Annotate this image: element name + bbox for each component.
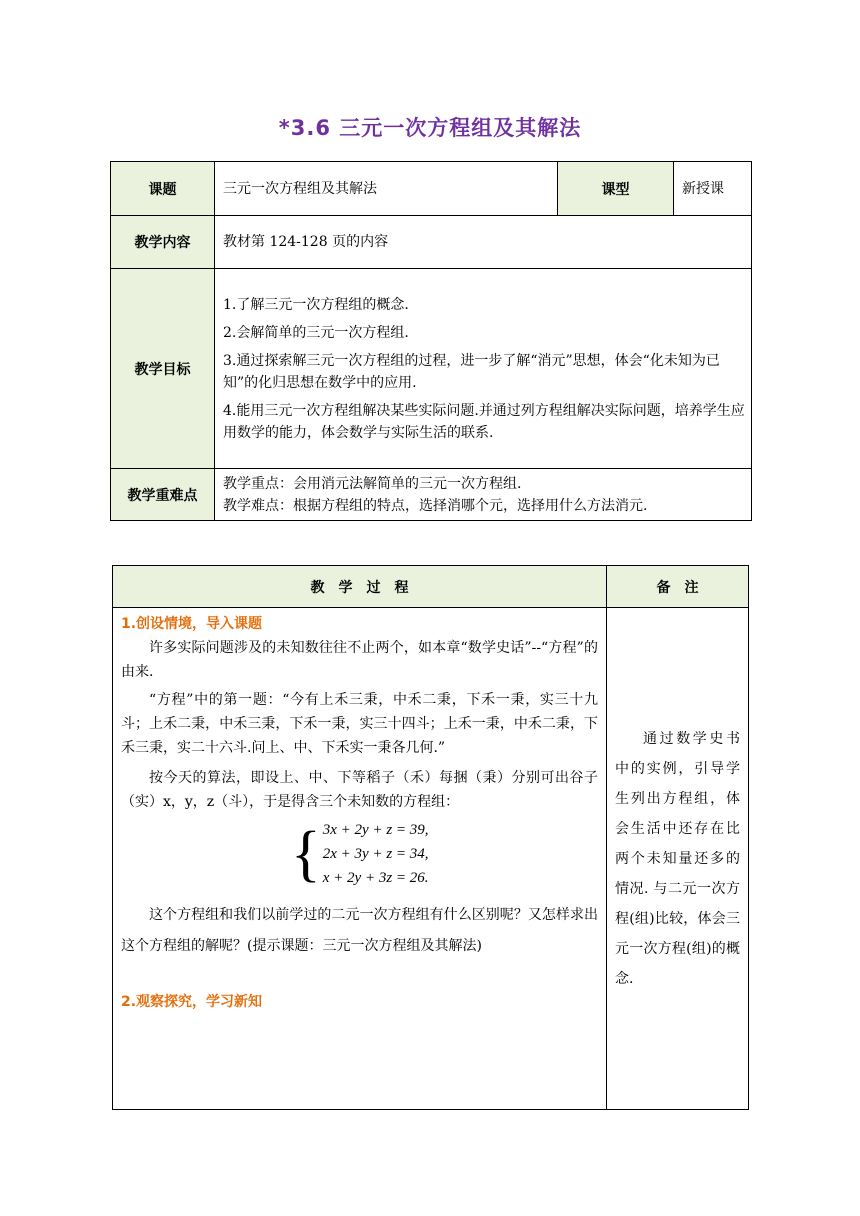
process-header: 教 学 过 程 <box>113 566 607 608</box>
note-header: 备 注 <box>607 566 749 608</box>
process-table <box>112 565 749 1110</box>
keypoint-text: 教学重点：会用消元法解简单的三元一次方程组. <box>223 475 522 492</box>
paragraph-2: “方程”中的第一题：“今有上禾三秉，中禾二秉，下禾一秉，实三十九斗；上禾二秉，中禾三秉，下禾一秉，实三十四斗；上禾一秉，中禾二秉，下禾三秉，实二十六斗.问上、中、下禾实一秉各几何.” <box>121 692 598 756</box>
topic-label: 课题 <box>111 162 215 216</box>
paragraph-4: 这个方程组和我们以前学过的二元一次方程组有什么区别呢？又怎样求出这个方程组的解呢？(提示课题：三元一次方程组及其解法) <box>121 907 598 954</box>
keypoints-label: 教学重难点 <box>111 469 215 521</box>
paragraph-3: 按今天的算法，即设上、中、下等稻子（禾）每捆（秉）分别可出谷子（实）x，y，z（斗），于是得含三个未知数的方程组： <box>121 770 598 810</box>
section-heading-1: 1.创设情境，导入课题 <box>121 616 263 632</box>
process-content <box>113 608 607 1110</box>
lesson-info-table <box>110 161 752 521</box>
content-value: 教材第 124-128 页的内容 <box>215 216 752 269</box>
equation-line: 3x + 2y + z = 39, <box>322 822 429 838</box>
difficulty-text: 教学难点：根据方程组的特点，选择消哪个元，选择用什么方法消元. <box>223 497 648 514</box>
keypoints-value <box>215 469 752 521</box>
brace-icon: { <box>291 820 321 888</box>
note-text: 通过数学史书中的实例，引导学生列出方程组，体会生活中还存在比两个未知量还多的情况. 与二元一次方程(组)比较，体会三元一次方程(组)的概念. <box>615 730 740 987</box>
goal-item: 4.能用三元一次方程组解决某些实际问题.并通过列方程组解决实际问题，培养学生应用数学的能力，体会数学与实际生活的联系. <box>223 402 745 441</box>
equation-line: x + 2y + 3z = 26. <box>322 870 429 886</box>
topic-value: 三元一次方程组及其解法 <box>215 162 558 216</box>
page-title: *3.6 三元一次方程组及其解法 <box>278 116 582 140</box>
goal-item: 3.通过探索解三元一次方程组的过程，进一步了解“消元”思想，体会“化未知为已知”的化归思想在数学中的应用. <box>223 352 720 391</box>
section-heading-2: 2.观察探究，学习新知 <box>121 994 263 1010</box>
content-label: 教学内容 <box>111 216 215 269</box>
type-label: 课型 <box>558 162 674 216</box>
equation-system <box>291 818 598 890</box>
note-content <box>607 608 749 1110</box>
goal-item: 1.了解三元一次方程组的概念. <box>223 296 409 313</box>
type-value: 新授课 <box>674 162 752 216</box>
goals-label: 教学目标 <box>111 269 215 469</box>
goal-item: 2.会解简单的三元一次方程组. <box>223 324 409 341</box>
paragraph-1: 许多实际问题涉及的未知数往往不止两个，如本章“数学史话”--“方程”的由来. <box>121 640 598 680</box>
goals-list <box>215 269 752 469</box>
equation-line: 2x + 3y + z = 34, <box>322 846 429 862</box>
